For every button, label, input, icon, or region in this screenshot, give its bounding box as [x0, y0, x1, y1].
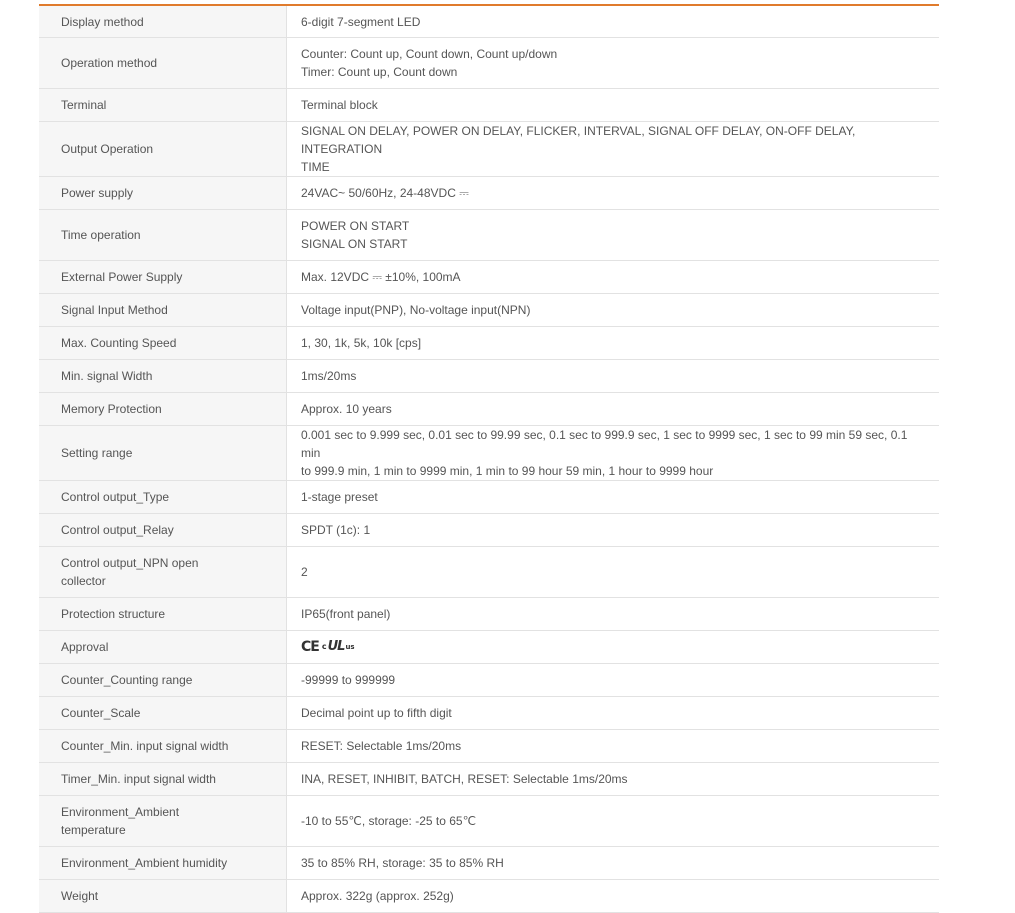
spec-label: Terminal: [39, 89, 287, 122]
spec-row-operation-method: [39, 38, 939, 89]
spec-row-counter-counting-range: [39, 664, 939, 697]
spec-value: 6-digit 7-segment LED: [287, 6, 940, 38]
spec-row-approval: [39, 631, 939, 664]
ce-mark-icon: CE: [301, 639, 319, 655]
spec-row-power-supply: [39, 177, 939, 210]
spec-label-line: temperature: [61, 823, 126, 837]
spec-label: Timer_Min. input signal width: [39, 763, 287, 796]
c-mark-icon: c: [321, 642, 327, 651]
spec-value: Approx. 10 years: [287, 393, 940, 426]
spec-label-line: collector: [61, 574, 106, 588]
spec-row-min-signal-width: [39, 360, 939, 393]
spec-row-counter-scale: [39, 697, 939, 730]
spec-label: Control output_Relay: [39, 514, 287, 547]
spec-value: -10 to 55℃, storage: -25 to 65℃: [287, 796, 940, 847]
spec-label: Signal Input Method: [39, 294, 287, 327]
spec-value-line: SIGNAL ON DELAY, POWER ON DELAY, FLICKER, INTERVAL, SIGNAL OFF DELAY, ON-OFF DELAY, INTEGRATION: [301, 124, 856, 156]
spec-row-setting-range: [39, 426, 939, 481]
spec-label: Time operation: [39, 210, 287, 261]
spec-value: [287, 426, 940, 481]
spec-label: Approval: [39, 631, 287, 664]
spec-value: Approx. 322g (approx. 252g): [287, 880, 940, 913]
spec-table-container: [39, 4, 939, 913]
spec-value-line: TIME: [301, 160, 330, 174]
spec-value: 35 to 85% RH, storage: 35 to 85% RH: [287, 847, 940, 880]
spec-row-max-counting-speed: [39, 327, 939, 360]
spec-table: [39, 6, 939, 913]
spec-label: Control output_Type: [39, 481, 287, 514]
spec-label: Protection structure: [39, 598, 287, 631]
spec-value: -99999 to 999999: [287, 664, 940, 697]
spec-row-control-output-type: [39, 481, 939, 514]
spec-value-line: POWER ON START: [301, 219, 410, 233]
spec-row-display-method: [39, 6, 939, 38]
spec-value-line: 0.001 sec to 9.999 sec, 0.01 sec to 99.99 sec, 0.1 sec to 999.9 sec, 1 sec to 9999 sec, 1 sec to 99 min 59 sec, 0.1 min: [301, 428, 908, 460]
spec-value: RESET: Selectable 1ms/20ms: [287, 730, 940, 763]
spec-value-line: Counter: Count up, Count down, Count up/down: [301, 47, 558, 61]
spec-label: Max. Counting Speed: [39, 327, 287, 360]
spec-value: [287, 122, 940, 177]
spec-row-counter-min-input: [39, 730, 939, 763]
spec-label: Min. signal Width: [39, 360, 287, 393]
spec-row-timer-min-input: [39, 763, 939, 796]
us-mark-icon: us: [345, 643, 355, 651]
spec-row-ambient-humidity: [39, 847, 939, 880]
spec-value: Terminal block: [287, 89, 940, 122]
spec-row-control-output-npn: [39, 547, 939, 598]
spec-value: Voltage input(PNP), No-voltage input(NPN): [287, 294, 940, 327]
spec-label: Weight: [39, 880, 287, 913]
spec-value: IP65(front panel): [287, 598, 940, 631]
spec-value: 24VAC~ 50/60Hz, 24-48VDC ⎓: [287, 177, 940, 210]
spec-label: Operation method: [39, 38, 287, 89]
approval-marks: [301, 638, 355, 656]
spec-row-signal-input-method: [39, 294, 939, 327]
spec-value: 2: [287, 547, 940, 598]
spec-value: 1ms/20ms: [287, 360, 940, 393]
spec-value: [287, 210, 940, 261]
spec-value: [287, 631, 940, 664]
spec-row-control-output-relay: [39, 514, 939, 547]
spec-label: Memory Protection: [39, 393, 287, 426]
spec-label: External Power Supply: [39, 261, 287, 294]
spec-row-terminal: [39, 89, 939, 122]
spec-label-line: Control output_NPN open: [61, 556, 199, 570]
spec-label: Counter_Scale: [39, 697, 287, 730]
spec-row-weight: [39, 880, 939, 913]
spec-value: Max. 12VDC ⎓ ±10%, 100mA: [287, 261, 940, 294]
spec-label: Environment_Ambient humidity: [39, 847, 287, 880]
spec-label: Setting range: [39, 426, 287, 481]
spec-value: 1, 30, 1k, 5k, 10k [cps]: [287, 327, 940, 360]
spec-label: Counter_Min. input signal width: [39, 730, 287, 763]
spec-row-protection-structure: [39, 598, 939, 631]
spec-row-external-power-supply: [39, 261, 939, 294]
spec-label-line: Environment_Ambient: [61, 805, 180, 819]
spec-label: Output Operation: [39, 122, 287, 177]
spec-value: SPDT (1c): 1: [287, 514, 940, 547]
spec-value-line: Timer: Count up, Count down: [301, 65, 458, 79]
spec-value-line: to 999.9 min, 1 min to 9999 min, 1 min to 99 hour 59 min, 1 hour to 9999 hour: [301, 464, 714, 478]
spec-row-memory-protection: [39, 393, 939, 426]
spec-label: Display method: [39, 6, 287, 38]
spec-label: [39, 796, 287, 847]
spec-label: Counter_Counting range: [39, 664, 287, 697]
spec-row-time-operation: [39, 210, 939, 261]
spec-value: Decimal point up to fifth digit: [287, 697, 940, 730]
spec-label: Power supply: [39, 177, 287, 210]
spec-label: [39, 547, 287, 598]
spec-value-line: SIGNAL ON START: [301, 237, 408, 251]
ul-mark-icon: UL: [327, 639, 345, 654]
spec-value: [287, 38, 940, 89]
spec-row-ambient-temperature: [39, 796, 939, 847]
spec-value: 1-stage preset: [287, 481, 940, 514]
spec-row-output-operation: [39, 122, 939, 177]
spec-value: INA, RESET, INHIBIT, BATCH, RESET: Selectable 1ms/20ms: [287, 763, 940, 796]
